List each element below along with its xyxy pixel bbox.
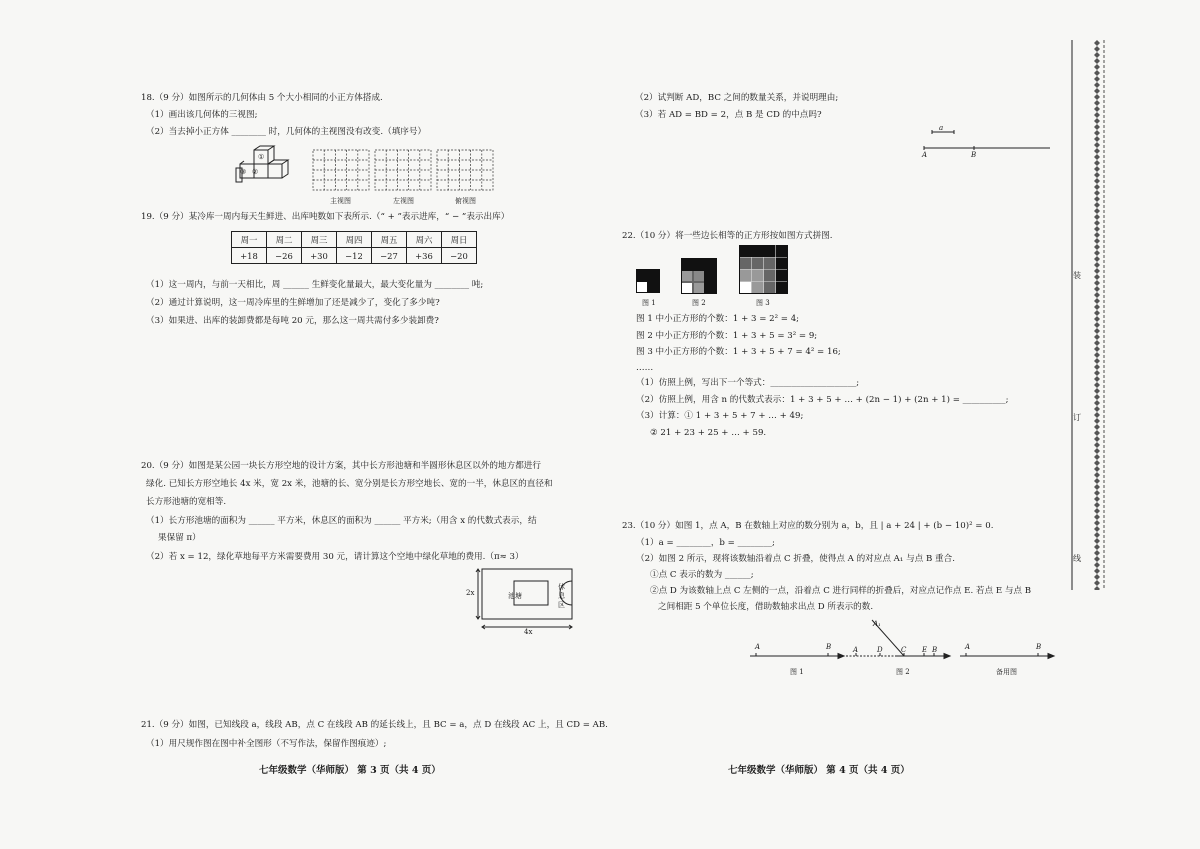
nl2-point-d: D — [877, 646, 883, 654]
cube-label-2: ② — [252, 168, 259, 176]
nl1-point-b: B — [826, 643, 832, 651]
q18-stem: 18.（9 分）如图所示的几何体由 5 个大小相同的小正方体搭成. — [141, 93, 383, 103]
view-label-left: 左视图 — [393, 197, 414, 205]
q22-part3b: ② 21 + 23 + 25 + … + 59. — [650, 428, 767, 438]
q19-stem: 19.（9 分）某冷库一周内每天生鲜进、出库吨数如下表所示.（“ + ”表示进库，“ − ”表示出库） — [141, 212, 510, 222]
binding-strip — [1070, 40, 1110, 590]
day-cell: 周六 — [407, 232, 442, 248]
footer-page-4: 七年级数学（华师版） 第 4 页（共 4 页） — [728, 765, 910, 776]
value-cell: −20 — [442, 248, 477, 264]
cube-label-3: ③ — [240, 168, 247, 176]
nl2-point-b: B — [932, 646, 938, 654]
q22-row2: 图 2 中小正方形的个数：1 + 3 + 5 = 3² = 9; — [636, 331, 818, 341]
value-cell: +36 — [407, 248, 442, 264]
q20-part2: （2）若 x = 12，绿化草地每平方米需要费用 30 元，请计算这个空地中绿化草地的费用.（π≈ 3） — [146, 552, 524, 562]
binding-char-zhuang: 装 — [1073, 271, 1081, 280]
q23-part2b: ②点 D 为该数轴上点 C 左侧的一点，沿着点 C 进行同样的折叠后，对应点记作点 E. 若点 E 与点 B — [650, 586, 1032, 596]
q22-row1: 图 1 中小正方形的个数：1 + 3 = 2² = 4; — [636, 314, 800, 324]
q23-numberline-2 — [846, 618, 950, 662]
view-label-top: 俯视图 — [455, 197, 476, 205]
q18-grid-left — [375, 150, 431, 190]
day-cell: 周五 — [372, 232, 407, 248]
q18-part2: （2）当去掉小正方体 ________ 时，几何体的主视图没有改变.（填序号） — [146, 127, 427, 137]
value-cell: −12 — [337, 248, 372, 264]
q21-part1: （1）用尺规作图在图中补全图形（不写作法，保留作图痕迹）; — [146, 739, 387, 749]
q22-fig1-label: 图 1 — [642, 299, 656, 307]
q19-part2: （2）通过计算说明，这一周冷库里的生鲜增加了还是减少了，变化了多少吨? — [146, 298, 440, 308]
binding-char-xian: 线 — [1073, 554, 1081, 563]
q22-stem: 22.（10 分）将一些边长相等的正方形按如图方式拼图. — [622, 231, 833, 241]
nl3-point-a: A — [965, 643, 971, 651]
nl1-point-a: A — [755, 643, 761, 651]
footer-page-3: 七年级数学（华师版） 第 3 页（共 4 页） — [259, 765, 441, 776]
nl3-point-b: B — [1036, 643, 1042, 651]
day-cell: 周日 — [442, 232, 477, 248]
q23-stem: 23.（10 分）如图 1，点 A，B 在数轴上对应的数分别为 a，b，且 | a + 24 | + (b − 10)² = 0. — [622, 521, 994, 531]
q18-grid-front — [313, 150, 369, 190]
q20-stem-line1: 20.（9 分）如图是某公园一块长方形空地的设计方案，其中长方形池塘和半圆形休息区以外的地方都进行 — [141, 461, 541, 471]
value-cell: −26 — [267, 248, 302, 264]
q19-part1: （1）这一周内，与前一天相比，周 ______ 生鲜变化量最大，最大变化量为 ________ 吨; — [146, 280, 484, 290]
point-a-label: A — [922, 151, 928, 159]
day-cell: 周一 — [232, 232, 267, 248]
q23-numberline-3 — [960, 650, 1054, 662]
nl2-point-a: A — [853, 646, 859, 654]
table-row-days — [232, 232, 477, 248]
q23-part2: （2）如图 2 所示，现将该数轴沿着点 C 折叠，使得点 A 的对应点 A₁ 与点 B 重合. — [636, 554, 955, 564]
segment-a-label: a — [939, 124, 944, 132]
value-cell: +18 — [232, 248, 267, 264]
view-label-front: 主视图 — [330, 197, 351, 205]
q19-table — [231, 231, 477, 264]
q23-fig2-label: 图 2 — [896, 668, 910, 676]
cube-label-1: ① — [258, 153, 265, 161]
q20-pond-label: 池塘 — [508, 592, 522, 600]
q20-rest-label: 休息区 — [558, 583, 565, 609]
day-cell: 周四 — [337, 232, 372, 248]
q20-stem-line2: 绿化. 已知长方形空地长 4x 米，宽 2x 米，池塘的长、宽分别是长方形空地长、宽的一半，休息区的直径和 — [146, 479, 553, 489]
q23-part2b-cont: 之间相距 5 个单位长度，借助数轴求出点 D 所表示的数. — [658, 602, 874, 612]
q22-dots: …… — [636, 363, 654, 373]
q20-stem-line3: 长方形池塘的宽相等. — [146, 497, 227, 507]
value-cell: −27 — [372, 248, 407, 264]
q22-part3: （3）计算：① 1 + 3 + 5 + 7 + … + 49; — [636, 411, 804, 421]
q19-part3: （3）如果进、出库的装卸费都是每吨 20 元，那么这一周共需付多少装卸费? — [146, 316, 439, 326]
nl2-point-c: C — [901, 646, 907, 654]
q23-numberline-1 — [750, 650, 844, 662]
q18-part1: （1）画出该几何体的三视图; — [146, 110, 258, 120]
q21-stem: 21.（9 分）如图，已知线段 a，线段 AB，点 C 在线段 AB 的延长线上，且 BC = a，点 D 在线段 AC 上，且 CD = AB. — [141, 720, 608, 730]
nl2-point-e: E — [922, 646, 928, 654]
q20-part1: （1）长方形池塘的面积为 ______ 平方米，休息区的面积为 ______ 平方米;（用含 x 的代数式表示，结 — [146, 516, 537, 526]
q22-fig3 — [739, 245, 788, 294]
q22-fig3-label: 图 3 — [756, 299, 770, 307]
q22-row3: 图 3 中小正方形的个数：1 + 3 + 5 + 7 = 4² = 16; — [636, 347, 841, 357]
value-cell: +30 — [302, 248, 337, 264]
q23-fig1-label: 图 1 — [790, 668, 804, 676]
binding-char-ding: 订 — [1073, 413, 1081, 422]
table-row-values — [232, 248, 477, 264]
q22-fig2 — [681, 258, 717, 294]
point-b-label: B — [971, 151, 977, 159]
q20-part1-cont: 果保留 π） — [158, 533, 201, 543]
q23-spare-label: 备用图 — [996, 668, 1017, 676]
q21-part3: （3）若 AD = BD = 2，点 B 是 CD 的中点吗? — [635, 110, 822, 120]
day-cell: 周二 — [267, 232, 302, 248]
day-cell: 周三 — [302, 232, 337, 248]
q22-part2: （2）仿照上例，用含 n 的代数式表示：1 + 3 + 5 + … + (2n − 1) + (2n + 1) = __________; — [636, 395, 1009, 405]
q22-fig1 — [636, 269, 660, 293]
q21-part2: （2）试判断 AD，BC 之间的数量关系，并说明理由; — [635, 93, 839, 103]
q23-part1: （1）a = ________，b = ________; — [636, 538, 775, 548]
q22-part1: （1）仿照上例，写出下一个等式：____________________; — [636, 378, 860, 388]
q23-part2a: ①点 C 表示的数为 ______; — [650, 570, 754, 580]
nl2-point-a1: A₁ — [873, 620, 881, 628]
exam-page-4 — [600, 0, 1080, 849]
q20-length-label: 4x — [524, 628, 533, 636]
q20-width-label: 2x — [466, 589, 475, 597]
q22-fig2-label: 图 2 — [692, 299, 706, 307]
q18-grid-top — [437, 150, 493, 190]
